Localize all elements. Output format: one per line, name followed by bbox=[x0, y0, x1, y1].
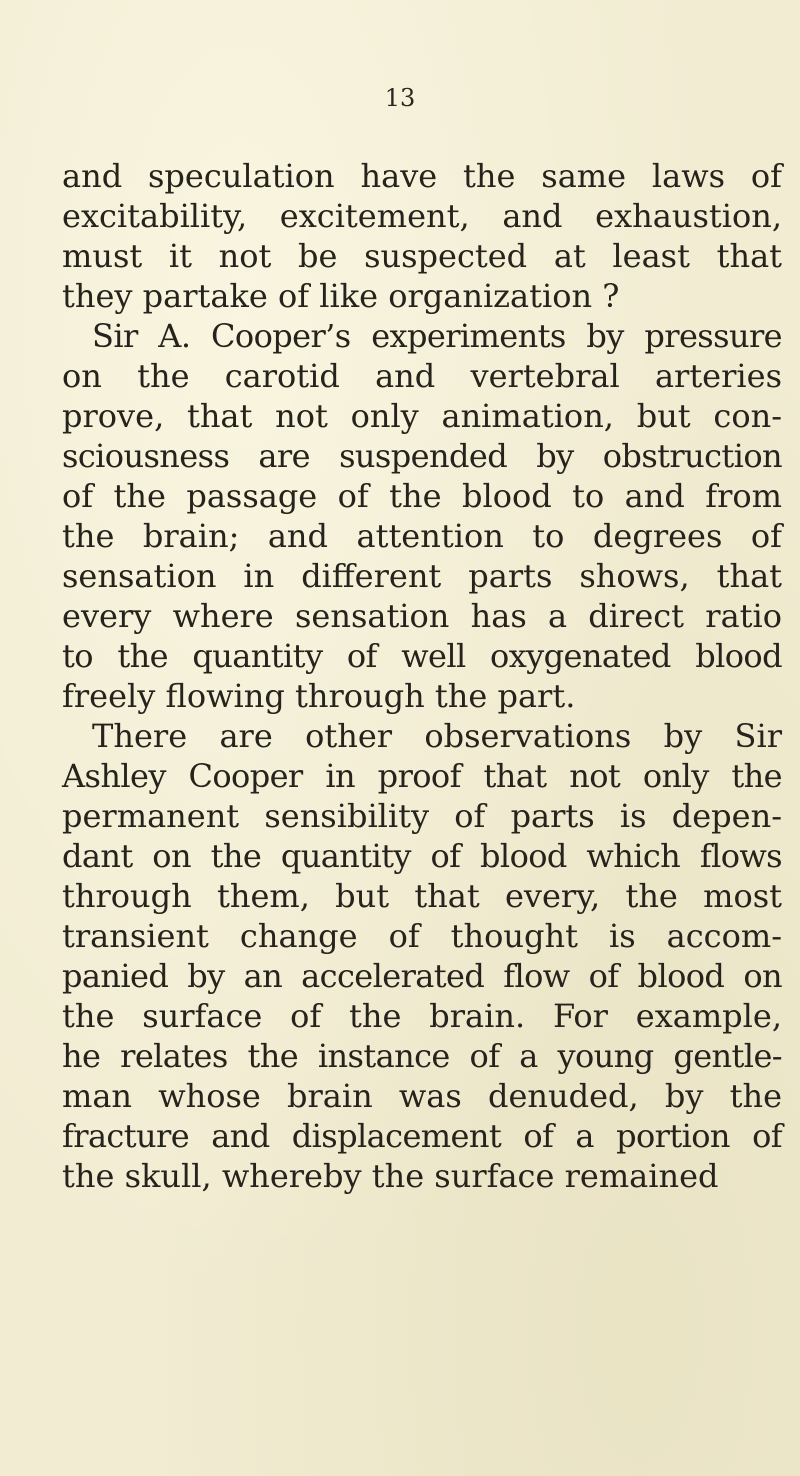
text-line: There are other observations by Sir bbox=[92, 717, 782, 755]
text-line: of the passage of the blood to and from bbox=[62, 477, 782, 515]
text-line: Ashley Cooper in proof that not only the bbox=[62, 757, 782, 795]
text-line: they partake of like organization ? bbox=[62, 277, 620, 315]
text-line: every where sensation has a direct ratio bbox=[62, 597, 782, 635]
text-line: the surface of the brain. For example, bbox=[62, 997, 782, 1035]
text-line: through them, but that every, the most bbox=[62, 877, 782, 915]
text-line: Sir A. Cooper’s experiments by pressure bbox=[92, 317, 782, 355]
text-line: man whose brain was denuded, by the bbox=[62, 1077, 782, 1115]
body-text bbox=[62, 156, 782, 1196]
text-line: dant on the quantity of blood which flows bbox=[62, 837, 782, 875]
text-line: must it not be suspected at least that bbox=[62, 237, 782, 275]
text-line: sciousness are suspended by obstruction bbox=[62, 437, 782, 475]
page-number: 13 bbox=[384, 84, 416, 112]
text-line: excitability, excitement, and exhaustion, bbox=[62, 197, 782, 235]
text-line: freely flowing through the part. bbox=[62, 677, 576, 715]
text-line: on the carotid and vertebral arteries bbox=[62, 357, 782, 395]
text-line: the skull, whereby the surface remained bbox=[62, 1157, 719, 1195]
text-line: permanent sensibility of parts is depen- bbox=[62, 797, 782, 835]
text-line: and speculation have the same laws of bbox=[62, 157, 782, 195]
text-line: fracture and displacement of a portion of bbox=[62, 1117, 782, 1155]
text-line: panied by an accelerated flow of blood on bbox=[62, 957, 782, 995]
text-line: prove, that not only animation, but con- bbox=[62, 397, 782, 435]
text-line: to the quantity of well oxygenated blood bbox=[62, 637, 782, 675]
text-line: sensation in different parts shows, that bbox=[62, 557, 782, 595]
text-line: transient change of thought is accom- bbox=[62, 917, 782, 955]
text-line: he relates the instance of a young gentle- bbox=[62, 1037, 782, 1075]
text-line: the brain; and attention to degrees of bbox=[62, 517, 782, 555]
